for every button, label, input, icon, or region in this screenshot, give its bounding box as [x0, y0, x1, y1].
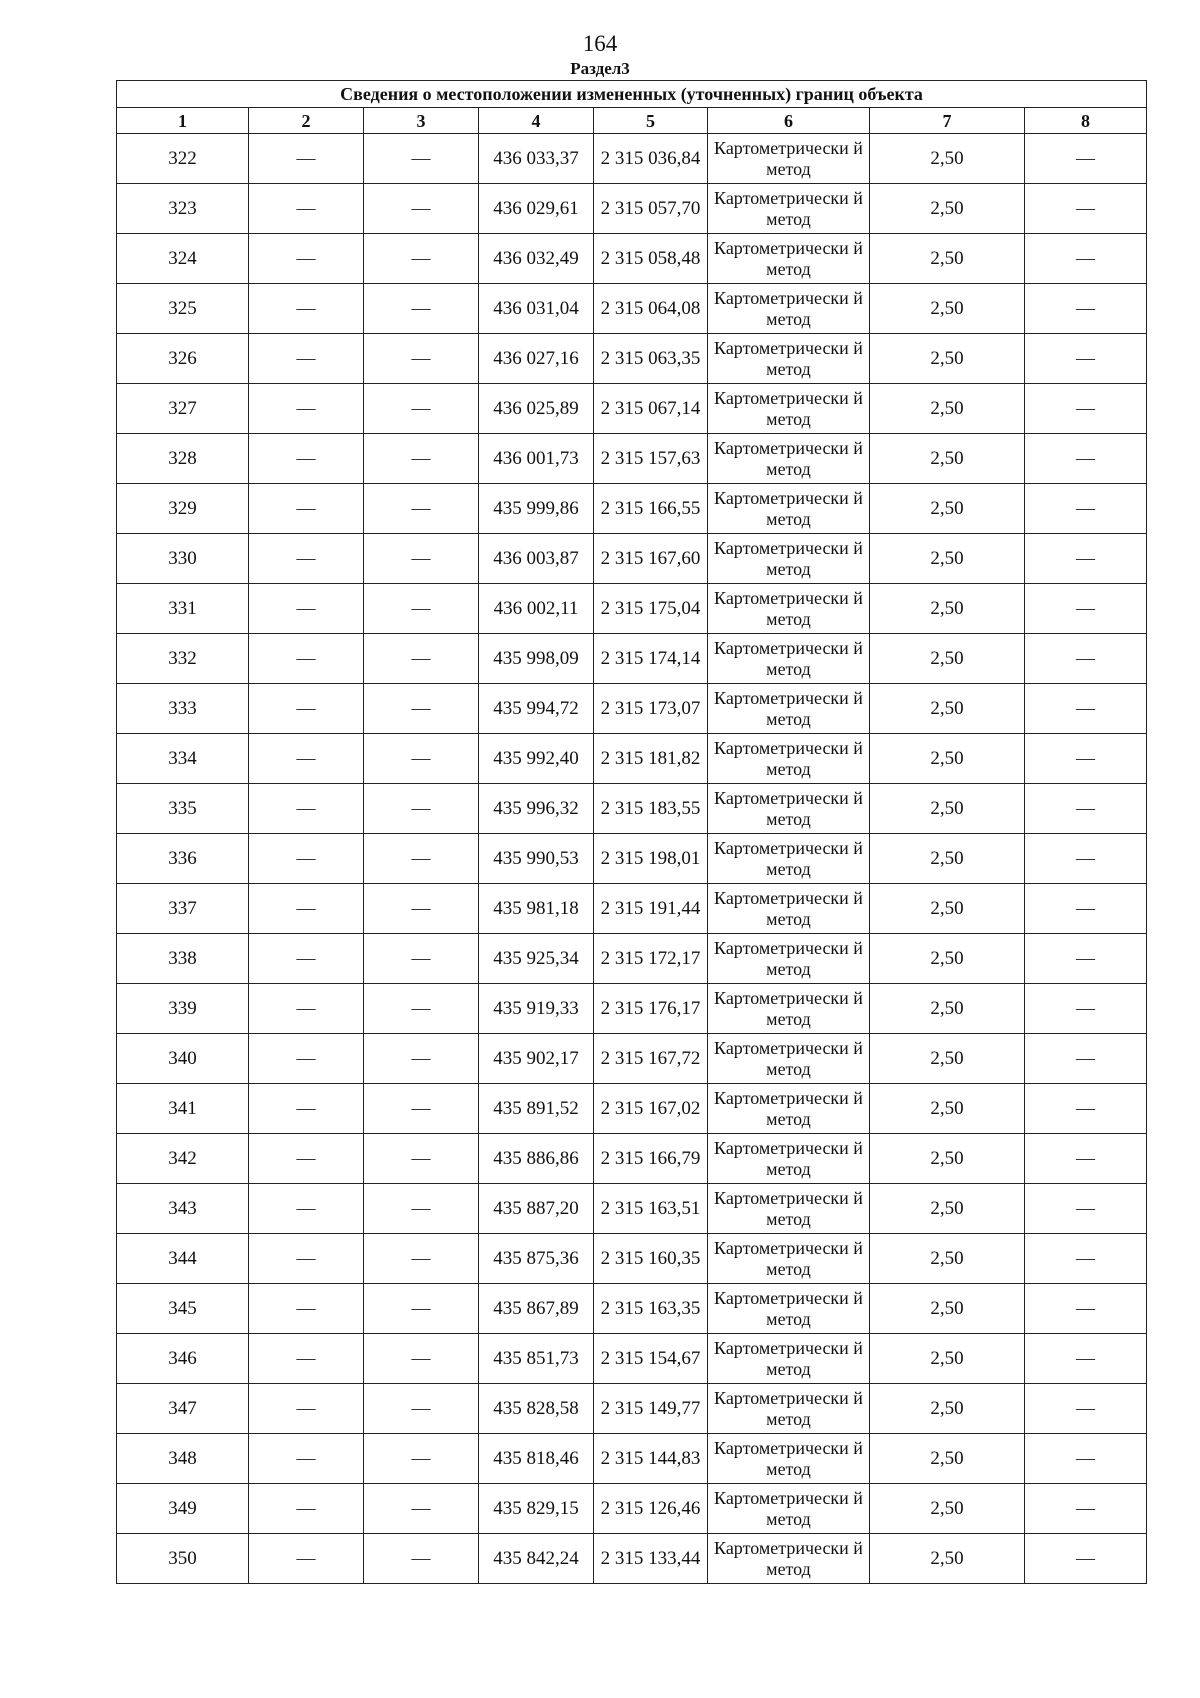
point-number-cell: 350: [117, 1534, 249, 1584]
col3-cell: —: [364, 984, 479, 1034]
y-coordinate-cell: 2 315 036,84: [594, 134, 708, 184]
col2-cell: —: [249, 184, 364, 234]
col2-cell: —: [249, 334, 364, 384]
accuracy-cell: 2,50: [870, 984, 1025, 1034]
point-number-cell: 342: [117, 1134, 249, 1184]
method-cell: Картометрически й метод: [708, 584, 870, 634]
col3-cell: —: [364, 1284, 479, 1334]
method-cell: Картометрически й метод: [708, 1334, 870, 1384]
x-coordinate-cell: 435 842,24: [479, 1534, 594, 1584]
point-number-cell: 345: [117, 1284, 249, 1334]
boundary-coordinates-table: [116, 80, 1147, 1584]
col3-cell: —: [364, 884, 479, 934]
point-number-cell: 330: [117, 534, 249, 584]
method-cell: Картометрически й метод: [708, 684, 870, 734]
y-coordinate-cell: 2 315 175,04: [594, 584, 708, 634]
table-row: [117, 384, 1147, 434]
col2-cell: —: [249, 234, 364, 284]
col3-cell: —: [364, 234, 479, 284]
col3-cell: —: [364, 1534, 479, 1584]
accuracy-cell: 2,50: [870, 1134, 1025, 1184]
col8-cell: —: [1025, 234, 1147, 284]
x-coordinate-cell: 435 829,15: [479, 1484, 594, 1534]
col3-cell: —: [364, 484, 479, 534]
x-coordinate-cell: 435 990,53: [479, 834, 594, 884]
col3-cell: —: [364, 584, 479, 634]
x-coordinate-cell: 436 031,04: [479, 284, 594, 334]
table-row: [117, 184, 1147, 234]
point-number-cell: 337: [117, 884, 249, 934]
y-coordinate-cell: 2 315 133,44: [594, 1534, 708, 1584]
point-number-cell: 338: [117, 934, 249, 984]
col8-cell: —: [1025, 1184, 1147, 1234]
table-row: [117, 1234, 1147, 1284]
table-row: [117, 1334, 1147, 1384]
table-header-row: [117, 108, 1147, 134]
col2-cell: —: [249, 1534, 364, 1584]
col3-cell: —: [364, 634, 479, 684]
point-number-cell: 322: [117, 134, 249, 184]
point-number-cell: 327: [117, 384, 249, 434]
col8-cell: —: [1025, 1334, 1147, 1384]
table-row: [117, 234, 1147, 284]
table-caption: Сведения о местоположении измененных (уточненных) границ объекта: [117, 81, 1147, 108]
y-coordinate-cell: 2 315 198,01: [594, 834, 708, 884]
accuracy-cell: 2,50: [870, 1434, 1025, 1484]
column-header-2: 2: [249, 108, 364, 134]
y-coordinate-cell: 2 315 058,48: [594, 234, 708, 284]
y-coordinate-cell: 2 315 157,63: [594, 434, 708, 484]
method-cell: Картометрически й метод: [708, 934, 870, 984]
col8-cell: —: [1025, 1084, 1147, 1134]
col3-cell: —: [364, 684, 479, 734]
col3-cell: —: [364, 1484, 479, 1534]
col8-cell: —: [1025, 484, 1147, 534]
accuracy-cell: 2,50: [870, 934, 1025, 984]
col8-cell: —: [1025, 1284, 1147, 1334]
accuracy-cell: 2,50: [870, 484, 1025, 534]
table-row: [117, 984, 1147, 1034]
col3-cell: —: [364, 1434, 479, 1484]
col2-cell: —: [249, 984, 364, 1034]
col3-cell: —: [364, 934, 479, 984]
x-coordinate-cell: 435 828,58: [479, 1384, 594, 1434]
accuracy-cell: 2,50: [870, 1084, 1025, 1134]
col2-cell: —: [249, 1134, 364, 1184]
accuracy-cell: 2,50: [870, 534, 1025, 584]
col8-cell: —: [1025, 1384, 1147, 1434]
col8-cell: —: [1025, 734, 1147, 784]
y-coordinate-cell: 2 315 144,83: [594, 1434, 708, 1484]
y-coordinate-cell: 2 315 163,51: [594, 1184, 708, 1234]
col8-cell: —: [1025, 634, 1147, 684]
x-coordinate-cell: 435 998,09: [479, 634, 594, 684]
y-coordinate-cell: 2 315 166,55: [594, 484, 708, 534]
table-body: [117, 134, 1147, 1584]
y-coordinate-cell: 2 315 183,55: [594, 784, 708, 834]
y-coordinate-cell: 2 315 067,14: [594, 384, 708, 434]
table-row: [117, 934, 1147, 984]
point-number-cell: 346: [117, 1334, 249, 1384]
table-row: [117, 534, 1147, 584]
col2-cell: —: [249, 1034, 364, 1084]
table-row: [117, 634, 1147, 684]
column-header-8: 8: [1025, 108, 1147, 134]
col8-cell: —: [1025, 884, 1147, 934]
col2-cell: —: [249, 1234, 364, 1284]
col8-cell: —: [1025, 784, 1147, 834]
y-coordinate-cell: 2 315 167,02: [594, 1084, 708, 1134]
y-coordinate-cell: 2 315 191,44: [594, 884, 708, 934]
method-cell: Картометрически й метод: [708, 784, 870, 834]
x-coordinate-cell: 435 875,36: [479, 1234, 594, 1284]
y-coordinate-cell: 2 315 174,14: [594, 634, 708, 684]
accuracy-cell: 2,50: [870, 434, 1025, 484]
table-row: [117, 834, 1147, 884]
table-row: [117, 884, 1147, 934]
x-coordinate-cell: 436 003,87: [479, 534, 594, 584]
y-coordinate-cell: 2 315 176,17: [594, 984, 708, 1034]
col2-cell: —: [249, 134, 364, 184]
col3-cell: —: [364, 1384, 479, 1434]
table-row: [117, 434, 1147, 484]
point-number-cell: 333: [117, 684, 249, 734]
col2-cell: —: [249, 484, 364, 534]
method-cell: Картометрически й метод: [708, 1034, 870, 1084]
point-number-cell: 336: [117, 834, 249, 884]
method-cell: Картометрически й метод: [708, 434, 870, 484]
method-cell: Картометрически й метод: [708, 234, 870, 284]
column-header-1: 1: [117, 108, 249, 134]
method-cell: Картометрически й метод: [708, 1134, 870, 1184]
point-number-cell: 339: [117, 984, 249, 1034]
col3-cell: —: [364, 134, 479, 184]
point-number-cell: 326: [117, 334, 249, 384]
col3-cell: —: [364, 284, 479, 334]
method-cell: Картометрически й метод: [708, 884, 870, 934]
col8-cell: —: [1025, 684, 1147, 734]
accuracy-cell: 2,50: [870, 784, 1025, 834]
table-row: [117, 1084, 1147, 1134]
col8-cell: —: [1025, 284, 1147, 334]
point-number-cell: 332: [117, 634, 249, 684]
x-coordinate-cell: 435 886,86: [479, 1134, 594, 1184]
section-title: Раздел3: [570, 59, 630, 78]
method-cell: Картометрически й метод: [708, 184, 870, 234]
table-row: [117, 134, 1147, 184]
table-row: [117, 1434, 1147, 1484]
method-cell: Картометрически й метод: [708, 534, 870, 584]
col2-cell: —: [249, 384, 364, 434]
method-cell: Картометрически й метод: [708, 834, 870, 884]
x-coordinate-cell: 436 027,16: [479, 334, 594, 384]
col8-cell: —: [1025, 534, 1147, 584]
point-number-cell: 335: [117, 784, 249, 834]
col8-cell: —: [1025, 1034, 1147, 1084]
col8-cell: —: [1025, 134, 1147, 184]
y-coordinate-cell: 2 315 167,72: [594, 1034, 708, 1084]
col2-cell: —: [249, 584, 364, 634]
accuracy-cell: 2,50: [870, 1384, 1025, 1434]
col8-cell: —: [1025, 834, 1147, 884]
y-coordinate-cell: 2 315 063,35: [594, 334, 708, 384]
x-coordinate-cell: 435 891,52: [479, 1084, 594, 1134]
col2-cell: —: [249, 1384, 364, 1434]
x-coordinate-cell: 435 925,34: [479, 934, 594, 984]
col3-cell: —: [364, 784, 479, 834]
accuracy-cell: 2,50: [870, 1284, 1025, 1334]
table-row: [117, 1034, 1147, 1084]
accuracy-cell: 2,50: [870, 284, 1025, 334]
y-coordinate-cell: 2 315 064,08: [594, 284, 708, 334]
y-coordinate-cell: 2 315 163,35: [594, 1284, 708, 1334]
col3-cell: —: [364, 1034, 479, 1084]
method-cell: Картометрически й метод: [708, 384, 870, 434]
method-cell: Картометрически й метод: [708, 284, 870, 334]
col2-cell: —: [249, 634, 364, 684]
col2-cell: —: [249, 1484, 364, 1534]
x-coordinate-cell: 436 033,37: [479, 134, 594, 184]
table-row: [117, 584, 1147, 634]
point-number-cell: 323: [117, 184, 249, 234]
table-row: [117, 1484, 1147, 1534]
table-row: [117, 1384, 1147, 1434]
y-coordinate-cell: 2 315 160,35: [594, 1234, 708, 1284]
point-number-cell: 329: [117, 484, 249, 534]
col3-cell: —: [364, 834, 479, 884]
method-cell: Картометрически й метод: [708, 484, 870, 534]
table-row: [117, 734, 1147, 784]
col2-cell: —: [249, 284, 364, 334]
x-coordinate-cell: 435 887,20: [479, 1184, 594, 1234]
accuracy-cell: 2,50: [870, 1534, 1025, 1584]
col8-cell: —: [1025, 984, 1147, 1034]
x-coordinate-cell: 435 919,33: [479, 984, 594, 1034]
col2-cell: —: [249, 784, 364, 834]
x-coordinate-cell: 436 025,89: [479, 384, 594, 434]
col8-cell: —: [1025, 434, 1147, 484]
x-coordinate-cell: 435 851,73: [479, 1334, 594, 1384]
x-coordinate-cell: 435 818,46: [479, 1434, 594, 1484]
method-cell: Картометрически й метод: [708, 1184, 870, 1234]
accuracy-cell: 2,50: [870, 1484, 1025, 1534]
col2-cell: —: [249, 1334, 364, 1384]
col2-cell: —: [249, 684, 364, 734]
accuracy-cell: 2,50: [870, 1334, 1025, 1384]
col2-cell: —: [249, 434, 364, 484]
method-cell: Картометрически й метод: [708, 1234, 870, 1284]
col3-cell: —: [364, 534, 479, 584]
accuracy-cell: 2,50: [870, 334, 1025, 384]
y-coordinate-cell: 2 315 167,60: [594, 534, 708, 584]
column-header-6: 6: [708, 108, 870, 134]
y-coordinate-cell: 2 315 172,17: [594, 934, 708, 984]
y-coordinate-cell: 2 315 181,82: [594, 734, 708, 784]
method-cell: Картометрически й метод: [708, 1084, 870, 1134]
method-cell: Картометрически й метод: [708, 984, 870, 1034]
accuracy-cell: 2,50: [870, 734, 1025, 784]
table-row: [117, 334, 1147, 384]
col8-cell: —: [1025, 1484, 1147, 1534]
x-coordinate-cell: 436 029,61: [479, 184, 594, 234]
col8-cell: —: [1025, 184, 1147, 234]
col3-cell: —: [364, 434, 479, 484]
column-header-5: 5: [594, 108, 708, 134]
col8-cell: —: [1025, 384, 1147, 434]
x-coordinate-cell: 435 981,18: [479, 884, 594, 934]
accuracy-cell: 2,50: [870, 1034, 1025, 1084]
point-number-cell: 331: [117, 584, 249, 634]
col8-cell: —: [1025, 1234, 1147, 1284]
col2-cell: —: [249, 1434, 364, 1484]
col2-cell: —: [249, 1284, 364, 1334]
x-coordinate-cell: 435 996,32: [479, 784, 594, 834]
accuracy-cell: 2,50: [870, 684, 1025, 734]
y-coordinate-cell: 2 315 173,07: [594, 684, 708, 734]
x-coordinate-cell: 436 032,49: [479, 234, 594, 284]
accuracy-cell: 2,50: [870, 134, 1025, 184]
accuracy-cell: 2,50: [870, 1234, 1025, 1284]
col8-cell: —: [1025, 934, 1147, 984]
col3-cell: —: [364, 1184, 479, 1234]
method-cell: Картометрически й метод: [708, 1484, 870, 1534]
table-row: [117, 1134, 1147, 1184]
col3-cell: —: [364, 734, 479, 784]
accuracy-cell: 2,50: [870, 384, 1025, 434]
col2-cell: —: [249, 834, 364, 884]
x-coordinate-cell: 435 994,72: [479, 684, 594, 734]
method-cell: Картометрически й метод: [708, 1384, 870, 1434]
col2-cell: —: [249, 534, 364, 584]
method-cell: Картометрически й метод: [708, 734, 870, 784]
method-cell: Картометрически й метод: [708, 1434, 870, 1484]
x-coordinate-cell: 435 992,40: [479, 734, 594, 784]
col8-cell: —: [1025, 1134, 1147, 1184]
col3-cell: —: [364, 334, 479, 384]
method-cell: Картометрически й метод: [708, 1534, 870, 1584]
y-coordinate-cell: 2 315 166,79: [594, 1134, 708, 1184]
point-number-cell: 334: [117, 734, 249, 784]
x-coordinate-cell: 436 002,11: [479, 584, 594, 634]
method-cell: Картометрически й метод: [708, 1284, 870, 1334]
col8-cell: —: [1025, 1534, 1147, 1584]
col2-cell: —: [249, 884, 364, 934]
page-number: 164: [582, 31, 618, 56]
y-coordinate-cell: 2 315 057,70: [594, 184, 708, 234]
x-coordinate-cell: 435 902,17: [479, 1034, 594, 1084]
point-number-cell: 344: [117, 1234, 249, 1284]
method-cell: Картометрически й метод: [708, 334, 870, 384]
accuracy-cell: 2,50: [870, 834, 1025, 884]
col3-cell: —: [364, 1134, 479, 1184]
col3-cell: —: [364, 1234, 479, 1284]
point-number-cell: 324: [117, 234, 249, 284]
table-row: [117, 1534, 1147, 1584]
y-coordinate-cell: 2 315 126,46: [594, 1484, 708, 1534]
column-header-4: 4: [479, 108, 594, 134]
x-coordinate-cell: 435 999,86: [479, 484, 594, 534]
method-cell: Картометрически й метод: [708, 634, 870, 684]
accuracy-cell: 2,50: [870, 884, 1025, 934]
table-row: [117, 284, 1147, 334]
col3-cell: —: [364, 184, 479, 234]
table-row: [117, 1184, 1147, 1234]
col8-cell: —: [1025, 1434, 1147, 1484]
col3-cell: —: [364, 1334, 479, 1384]
col3-cell: —: [364, 1084, 479, 1134]
table-row: [117, 1284, 1147, 1334]
col3-cell: —: [364, 384, 479, 434]
y-coordinate-cell: 2 315 154,67: [594, 1334, 708, 1384]
point-number-cell: 325: [117, 284, 249, 334]
point-number-cell: 340: [117, 1034, 249, 1084]
column-header-7: 7: [870, 108, 1025, 134]
method-cell: Картометрически й метод: [708, 134, 870, 184]
point-number-cell: 348: [117, 1434, 249, 1484]
accuracy-cell: 2,50: [870, 184, 1025, 234]
x-coordinate-cell: 436 001,73: [479, 434, 594, 484]
col2-cell: —: [249, 1184, 364, 1234]
point-number-cell: 341: [117, 1084, 249, 1134]
accuracy-cell: 2,50: [870, 634, 1025, 684]
table-row: [117, 684, 1147, 734]
point-number-cell: 347: [117, 1384, 249, 1434]
col2-cell: —: [249, 734, 364, 784]
point-number-cell: 349: [117, 1484, 249, 1534]
accuracy-cell: 2,50: [870, 1184, 1025, 1234]
point-number-cell: 343: [117, 1184, 249, 1234]
y-coordinate-cell: 2 315 149,77: [594, 1384, 708, 1434]
x-coordinate-cell: 435 867,89: [479, 1284, 594, 1334]
col2-cell: —: [249, 1084, 364, 1134]
table-row: [117, 484, 1147, 534]
accuracy-cell: 2,50: [870, 234, 1025, 284]
col2-cell: —: [249, 934, 364, 984]
col8-cell: —: [1025, 584, 1147, 634]
col8-cell: —: [1025, 334, 1147, 384]
table-row: [117, 784, 1147, 834]
point-number-cell: 328: [117, 434, 249, 484]
accuracy-cell: 2,50: [870, 584, 1025, 634]
column-header-3: 3: [364, 108, 479, 134]
